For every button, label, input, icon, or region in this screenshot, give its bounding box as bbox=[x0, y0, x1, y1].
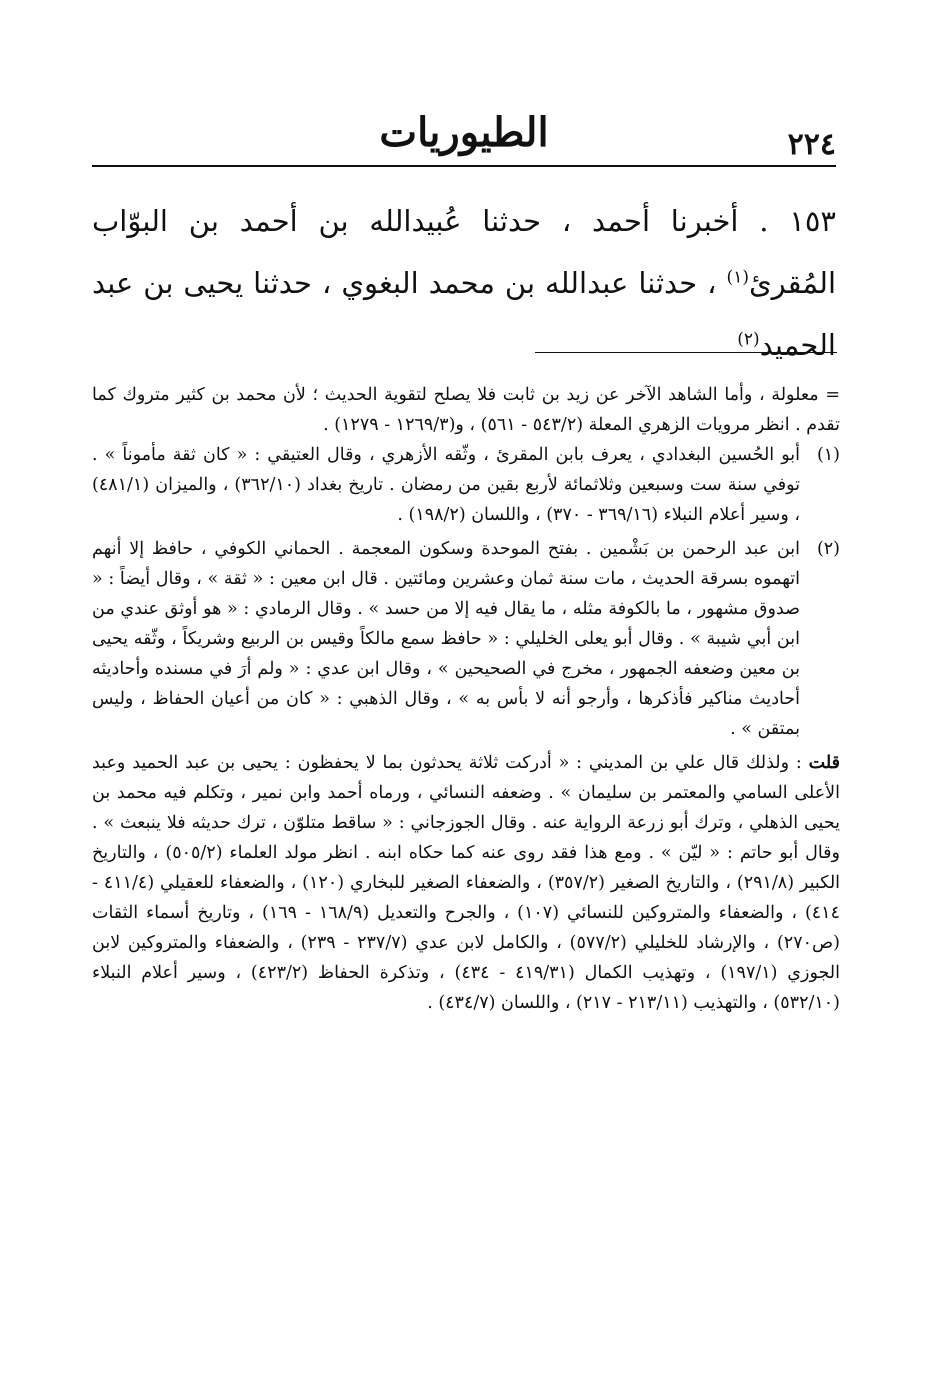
hadith-text-part1: ١٥٣ . أخبرنا أحمد ، حدثنا عُبيدالله بن أحمد بن البوّاب المُقرئ bbox=[92, 204, 836, 300]
footnote-2-text: ابن عبد الرحمن بن بَشْمين . بفتح الموحدة وسكون المعجمة . الحماني الكوفي ، حافظ إلا أنهم اتهموه بسرقة الحديث ، مات سنة ثمان وعشرين ومائتين . قال ابن معين : « ثقة » ، وقال أيضاً : « صدوق مشهور ، ما بالكوفة مثله ، ما يقال فيه إلا من حسد » . وقال الرمادي : « هو أوثق عندي من ابن أبي شيبة » . وقال أبو يعلى الخليلي : « حافظ سمع مالكاً وقيس بن الربيع وشريكاً ، وثّقه يحيى بن معين وضعفه الجمهور ، مخرج في الصحيحين » ، وقال ابن عدي : « ولم أرَ في مسنده وأحاديثه أحاديث مناكير فأذكرها ، وأرجو أنه لا بأس به » ، وقال الذهبي : « كان من أعيان الحفاظ ، وليس بمتقن » . bbox=[92, 539, 800, 739]
footnote-2-number: (٢) bbox=[816, 539, 840, 559]
editor-note-label: قلت bbox=[808, 753, 840, 773]
page-header bbox=[92, 105, 836, 163]
footnote-2 bbox=[92, 534, 840, 744]
editor-note bbox=[92, 748, 840, 1018]
hadith-text bbox=[92, 190, 836, 376]
footnote-continuation: = معلولة ، وأما الشاهد الآخر عن زيد بن ثابت فلا يصلح لتقوية الحديث ؛ لأن محمد بن كثير متروك كما تقدم . انظر مرويات الزهري المعلة (٥٤٣/٢ - ٥٦١) ، و(١٢٦٩/٣ - ١٢٧٩) . bbox=[92, 385, 840, 435]
running-title: الطيوريات bbox=[379, 109, 549, 156]
footnote-1-text: أبو الحُسين البغدادي ، يعرف بابن المقرئ ، وثّقه الأزهري ، وقال العتيقي : « كان ثقة مأموناً » . توفي سنة ست وسبعين وثلاثمائة لأربع بقين من رمضان . تاريخ بغداد (٣٦٢/١٠) ، والميزان (٤٨١/١) ، وسير أعلام النبلاء (٣٦٩/١٦ - ٣٧٠) ، واللسان (١٩٨/٢) . bbox=[92, 445, 801, 525]
footnote-separator bbox=[535, 352, 837, 353]
page-number: ٢٢٤ bbox=[787, 127, 836, 162]
editor-note-text: : ولذلك قال علي بن المديني : « أدركت ثلاثة يحدثون بما لا يحفظون : يحيى بن عبد الحميد وعبد الأعلى السامي والمعتمر بن سليمان » . وضعفه النسائي ، ورماه أحمد وابن نمير ، وتكلم فيه محمد بن يحيى الذهلي ، وترك أبو زرعة الرواية عنه . وقال الجوزجاني : « ساقط متلوّن ، ترك حديثه فلا ينبعث » . وقال أبو حاتم : « ليّن » . ومع هذا فقد روى عنه كما حكاه ابنه . انظر مولد العلماء (٥٠٥/٢) ، والتاريخ الكبير (٢٩١/٨) ، والتاريخ الصغير (٣٥٧/٢) ، والضعفاء الصغير للبخاري (١٢٠) ، والضعفاء للعقيلي (٤١١/٤ - ٤١٤) ، والضعفاء والمتروكين للنسائي (١٠٧) ، والجرح والتعديل (١٦٨/٩ - ١٦٩) ، وتاريخ أسماء الثقات (ص٢٧٠) ، والإرشاد للخليلي (٥٧٧/٢) ، والكامل لابن عدي (٢٣٧/٧ - ٢٣٩) ، والضعفاء والمتروكين لابن الجوزي (١٩٧/١) ، وتهذيب الكمال (٤١٩/٣١ - ٤٣٤) ، وتذكرة الحفاظ (٤٢٣/٢) ، وسير أعلام النبلاء (٥٣٢/١٠) ، والتهذيب (٢١٣/١١ - ٢١٧) ، واللسان (٤٣٤/٧) . bbox=[92, 753, 841, 1013]
footnote-ref-2: (٢) bbox=[737, 329, 760, 350]
footnote-1 bbox=[92, 440, 840, 530]
footnote-ref-1: (١) bbox=[726, 267, 749, 288]
header-rule bbox=[92, 165, 836, 167]
hadith-text-part2: ، حدثنا عبدالله بن محمد البغوي ، حدثنا يحيى بن عبد الحميد bbox=[92, 266, 836, 362]
footnote-1-number: (١) bbox=[816, 445, 840, 465]
footnotes bbox=[92, 380, 840, 1018]
